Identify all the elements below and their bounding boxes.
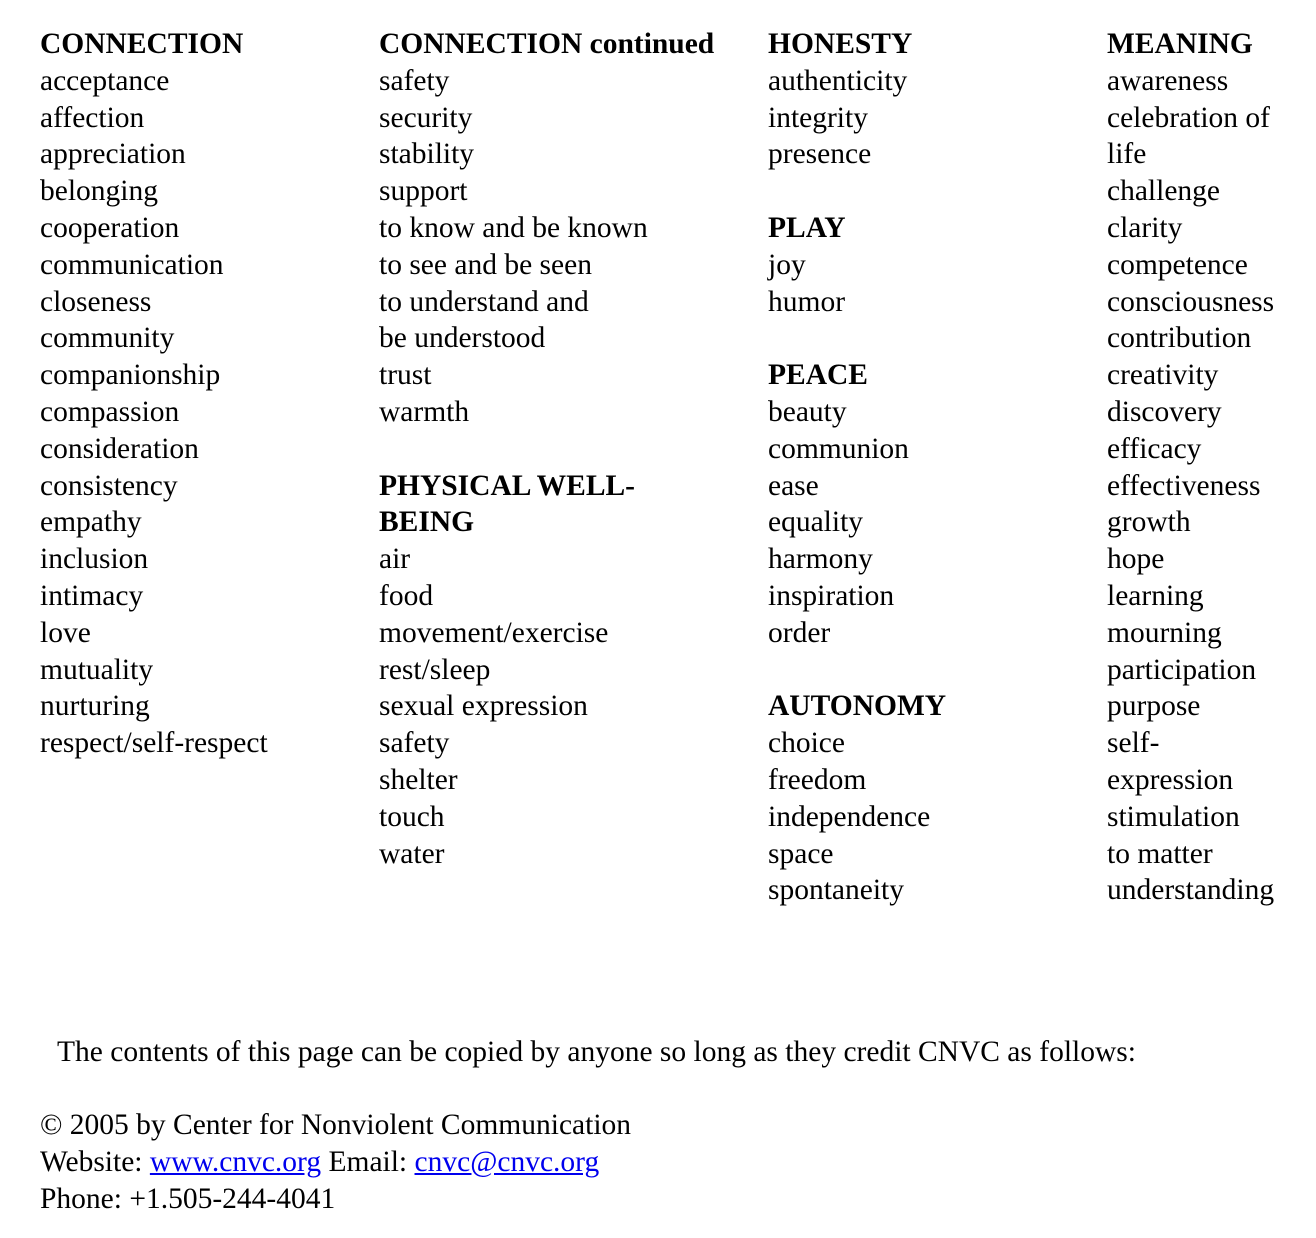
- need-item: sexual expression: [379, 690, 588, 723]
- column-connection: [40, 26, 268, 762]
- need-item: support: [379, 175, 468, 208]
- need-item: consciousness: [1107, 285, 1275, 318]
- section-spacer: [768, 652, 946, 689]
- need-item: discovery: [1107, 395, 1222, 428]
- need-item: choice: [768, 727, 845, 760]
- need-item: warmth: [379, 395, 470, 428]
- need-item: closeness: [40, 285, 152, 318]
- need-item: stimulation: [1107, 800, 1240, 833]
- credit-line: The contents of this page can be copied by anyone so long as they credit CNVC as follows:: [57, 1036, 1136, 1068]
- need-item: creativity: [1107, 359, 1219, 392]
- heading-honesty: HONESTY: [768, 28, 913, 60]
- need-item: safety: [379, 727, 450, 760]
- need-item: to see and be seen: [379, 248, 592, 281]
- heading-connection: CONNECTION: [40, 28, 244, 60]
- need-item: love: [40, 616, 91, 649]
- need-item: equality: [768, 506, 864, 539]
- need-item: life: [1107, 138, 1147, 171]
- need-item: to understand and: [379, 285, 589, 318]
- section-spacer: [768, 320, 946, 357]
- need-item: humor: [768, 285, 846, 318]
- need-item: food: [379, 579, 434, 612]
- copyright-line: © 2005 by Center for Nonviolent Communication: [40, 1109, 632, 1141]
- need-item: hope: [1107, 543, 1165, 576]
- need-item: trust: [379, 359, 432, 392]
- need-item: purpose: [1107, 690, 1201, 723]
- section-spacer: [768, 173, 946, 210]
- need-item: effectiveness: [1107, 469, 1261, 502]
- need-item: security: [379, 101, 473, 134]
- need-item: mutuality: [40, 653, 154, 686]
- need-item: communion: [768, 432, 909, 465]
- need-item: space: [768, 837, 834, 870]
- need-item: learning: [1107, 579, 1204, 612]
- contact-block: [40, 1107, 631, 1217]
- need-item: understanding: [1107, 874, 1275, 907]
- need-item: clarity: [1107, 211, 1183, 244]
- need-item: acceptance: [40, 64, 170, 97]
- need-item: water: [379, 837, 445, 870]
- need-item: inspiration: [768, 579, 895, 612]
- website-email-line: [40, 1144, 631, 1181]
- column-honesty-play-peace-autonomy: [768, 26, 946, 909]
- need-item: presence: [768, 138, 872, 171]
- need-item: beauty: [768, 395, 847, 428]
- need-item: participation: [1107, 653, 1257, 686]
- need-item: nurturing: [40, 690, 150, 723]
- need-item: empathy: [40, 506, 142, 539]
- need-item: air: [379, 543, 411, 576]
- need-item: stability: [379, 138, 475, 171]
- need-item: be understood: [379, 322, 546, 355]
- need-item: celebration of: [1107, 101, 1270, 134]
- column-meaning: [1107, 26, 1274, 909]
- heading-physical-well-being-cont: BEING: [379, 506, 475, 539]
- need-item: shelter: [379, 763, 458, 796]
- phone-line: Phone: +1.505-244-4041: [40, 1182, 336, 1215]
- need-item: efficacy: [1107, 432, 1202, 465]
- need-item: mourning: [1107, 616, 1222, 649]
- column-connection-continued: [379, 26, 714, 872]
- section-spacer: [379, 431, 714, 468]
- need-item: integrity: [768, 101, 868, 134]
- need-item: authenticity: [768, 64, 908, 97]
- website-label: Website:: [40, 1145, 150, 1178]
- need-item: belonging: [40, 175, 158, 208]
- need-item: joy: [768, 248, 806, 281]
- need-item: growth: [1107, 506, 1191, 539]
- need-item: compassion: [40, 395, 180, 428]
- need-item: companionship: [40, 359, 221, 392]
- need-item: spontaneity: [768, 874, 905, 907]
- heading-meaning: MEANING: [1107, 28, 1253, 60]
- need-item: affection: [40, 101, 145, 134]
- need-item: order: [768, 616, 831, 649]
- website-link[interactable]: www.cnvc.org: [149, 1145, 322, 1178]
- need-item: inclusion: [40, 543, 149, 576]
- heading-peace: PEACE: [768, 359, 868, 392]
- email-label: Email:: [321, 1145, 415, 1178]
- need-item: safety: [379, 64, 450, 97]
- need-item: appreciation: [40, 138, 186, 171]
- email-link[interactable]: cnvc@cnvc.org: [414, 1145, 600, 1178]
- need-item: community: [40, 322, 175, 355]
- need-item: movement/exercise: [379, 616, 609, 649]
- need-item: challenge: [1107, 175, 1221, 208]
- need-item: independence: [768, 800, 931, 833]
- need-item: to know and be known: [379, 211, 648, 244]
- need-item: communication: [40, 248, 224, 281]
- need-item: cooperation: [40, 211, 180, 244]
- need-item: harmony: [768, 543, 873, 576]
- need-item: competence: [1107, 248, 1248, 281]
- need-item: self-: [1107, 727, 1160, 760]
- need-item: awareness: [1107, 64, 1229, 97]
- need-item: ease: [768, 469, 819, 502]
- need-item: consideration: [40, 432, 199, 465]
- need-item: freedom: [768, 763, 867, 796]
- need-item: expression: [1107, 763, 1234, 796]
- need-item: rest/sleep: [379, 653, 491, 686]
- need-item: touch: [379, 800, 445, 833]
- need-item: contribution: [1107, 322, 1252, 355]
- heading-play: PLAY: [768, 211, 846, 244]
- need-item: intimacy: [40, 579, 144, 612]
- heading-physical-well-being: PHYSICAL WELL-: [379, 469, 636, 502]
- heading-autonomy: AUTONOMY: [768, 690, 947, 723]
- need-item: to matter: [1107, 837, 1213, 870]
- need-item: respect/self-respect: [40, 727, 268, 760]
- heading-connection-continued: CONNECTION continued: [379, 28, 715, 60]
- need-item: consistency: [40, 469, 178, 502]
